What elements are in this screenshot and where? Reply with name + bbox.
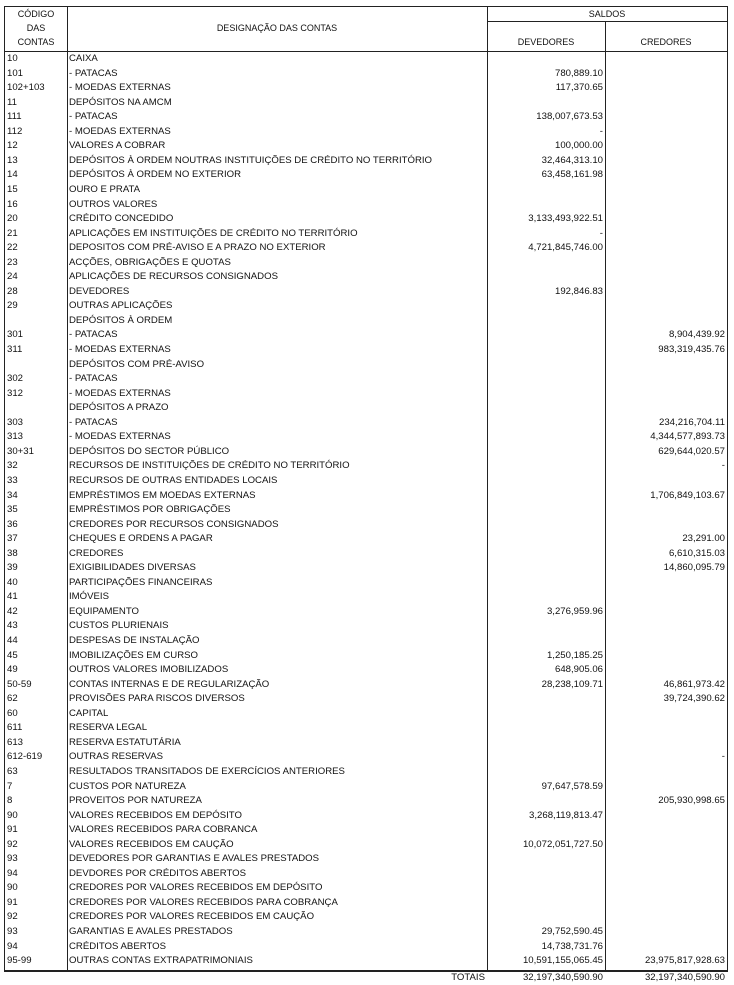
- account-code: 40: [7, 576, 18, 588]
- header-codigo-line3: CONTAS: [17, 37, 55, 47]
- debit-balance: -: [599, 227, 603, 239]
- account-code: 49: [7, 664, 18, 676]
- account-description: DEPÓSITOS NA AMCM: [69, 96, 172, 108]
- account-description: RESERVA ESTATUTÁRIA: [69, 736, 181, 748]
- account-code: 112: [7, 125, 23, 137]
- account-description: IMOBILIZAÇÕES EM CURSO: [69, 649, 199, 661]
- totals-label: TOTAIS: [451, 971, 485, 983]
- account-code: 94: [7, 940, 18, 952]
- account-description: CUSTOS PLURIENAIS: [69, 620, 169, 632]
- account-description: RECURSOS DE INSTITUIÇÕES DE CRÉDITO NO TERRITÓRIO: [69, 460, 350, 472]
- account-code: 302: [7, 373, 24, 385]
- credit-balance: 46,861,973.42: [663, 678, 725, 690]
- account-code: 34: [7, 489, 18, 501]
- account-description: IMÓVEIS: [69, 591, 109, 603]
- account-description: CREDORES: [69, 547, 124, 559]
- account-code: 45: [7, 649, 18, 661]
- account-description: CREDORES POR VALORES RECEBIDOS EM DEPÓSITO: [69, 882, 323, 894]
- account-code: 22: [7, 242, 18, 254]
- account-description: GARANTIAS E AVALES PRESTADOS: [69, 926, 233, 937]
- account-description: OUTROS VALORES: [69, 198, 158, 210]
- credit-balance: 23,291.00: [682, 533, 725, 545]
- account-description: CHEQUES E ORDENS A PAGAR: [69, 533, 213, 545]
- debit-balance: 117,370.65: [555, 82, 603, 94]
- account-code: 90: [7, 809, 18, 821]
- account-code: 28: [7, 285, 18, 297]
- account-description: RESERVA LEGAL: [69, 722, 148, 734]
- account-code: 15: [7, 183, 18, 195]
- account-description: CUSTOS POR NATUREZA: [69, 780, 186, 792]
- account-description: DEPOSITOS COM PRÉ-AVISO E A PRAZO NO EXTERIOR: [69, 242, 326, 254]
- account-code: 42: [7, 605, 18, 617]
- account-description: CRÉDITO CONCEDIDO: [69, 213, 174, 225]
- debit-balance: 3,276,959.96: [546, 605, 603, 617]
- account-description: VALORES A COBRAR: [69, 140, 166, 152]
- account-code: 90: [7, 882, 18, 894]
- header-credores: CREDORES: [640, 37, 692, 47]
- account-code: 43: [7, 620, 18, 632]
- account-code: 91: [7, 824, 18, 836]
- header-designacao: DESIGNAÇÃO DAS CONTAS: [216, 23, 338, 33]
- col-divider-saldos: [605, 21, 606, 971]
- debit-balance: 1,250,185.25: [546, 649, 603, 661]
- account-code: 32: [7, 460, 18, 472]
- account-code: 21: [7, 227, 18, 239]
- account-description: DEPÓSITOS COM PRÉ-AVISO: [69, 358, 205, 370]
- credit-balance: 1,706,849,103.67: [650, 489, 725, 501]
- credit-balance: -: [721, 460, 725, 472]
- account-code: 24: [7, 271, 18, 283]
- account-description: RECURSOS DE OUTRAS ENTIDADES LOCAIS: [69, 474, 278, 486]
- account-code: 303: [7, 416, 24, 428]
- account-code: 613: [7, 736, 24, 748]
- account-code: 95-99: [7, 955, 32, 967]
- account-description: APLICAÇÕES EM INSTITUIÇÕES DE CRÉDITO NO TERRITÓRIO: [69, 227, 358, 239]
- account-code: 20: [7, 213, 18, 225]
- debit-balance: -: [599, 125, 603, 137]
- account-description: EQUIPAMENTO: [69, 605, 140, 617]
- account-description: CAPITAL: [69, 707, 109, 719]
- header-codigo-line2: DAS: [26, 23, 46, 33]
- account-code: 13: [7, 154, 18, 166]
- account-code: 63: [7, 765, 18, 777]
- account-code: 102+103: [7, 82, 45, 94]
- account-description: DEPÓSITOS À ORDEM NOUTRAS INSTITUIÇÕES DE CRÉDITO NO TERRITÓRIO: [69, 154, 433, 166]
- credit-balance: -: [721, 751, 725, 763]
- debit-balance: 10,072,051,727.50: [522, 838, 603, 850]
- debit-balance: 138,007,673.53: [536, 111, 603, 123]
- account-code: 12: [7, 140, 18, 152]
- account-description: DEVEDORES: [69, 285, 130, 297]
- account-code: 41: [7, 591, 18, 603]
- debit-balance: 3,133,493,922.51: [528, 213, 603, 225]
- account-description: VALORES RECEBIDOS PARA COBRANCA: [69, 824, 258, 836]
- account-description: - PATACAS: [69, 111, 118, 123]
- credit-balance: 629,644,020.57: [658, 445, 725, 457]
- account-code: 311: [7, 344, 23, 355]
- account-description: PARTICIPAÇÕES FINANCEIRAS: [69, 576, 213, 588]
- account-description: OUTRAS RESERVAS: [69, 751, 164, 763]
- account-code: 92: [7, 838, 18, 850]
- account-description: - PATACAS: [69, 416, 118, 428]
- debit-balance: 32,464,313.10: [541, 154, 603, 166]
- account-code: 10: [7, 53, 18, 64]
- totals-devedores: 32,197,340,590.90: [522, 971, 603, 983]
- credit-balance: 14,860,095.79: [663, 562, 725, 574]
- debit-balance: 10,591,155,065.45: [522, 955, 603, 967]
- debit-balance: 97,647,578.59: [541, 780, 603, 792]
- account-code: 93: [7, 926, 18, 937]
- account-code: 29: [7, 300, 18, 312]
- account-code: 611: [7, 722, 23, 734]
- account-description: - MOEDAS EXTERNAS: [69, 344, 171, 355]
- account-description: PROVEITOS POR NATUREZA: [69, 795, 202, 807]
- credit-balance: 8,904,439.92: [668, 329, 725, 341]
- account-description: - PATACAS: [69, 373, 118, 385]
- account-code: 23: [7, 256, 18, 268]
- account-code: 39: [7, 562, 18, 574]
- credit-balance: 6,610,315.03: [668, 547, 725, 559]
- account-code: 313: [7, 431, 24, 443]
- header-codigo-line1: CÓDIGO: [17, 9, 55, 19]
- account-description: CREDORES POR VALORES RECEBIDOS EM CAUÇÃO: [69, 911, 315, 923]
- account-description: VALORES RECEBIDOS EM DEPÓSITO: [69, 809, 242, 821]
- account-description: EMPRÉSTIMOS POR OBRIGAÇÕES: [69, 504, 231, 516]
- account-code: 101: [7, 67, 24, 79]
- account-code: 35: [7, 504, 18, 516]
- account-description: RESULTADOS TRANSITADOS DE EXERCÍCIOS ANTERIORES: [69, 765, 345, 777]
- account-code: 33: [7, 474, 18, 486]
- account-description: CAIXA: [69, 53, 98, 64]
- account-code: 92: [7, 911, 18, 923]
- account-description: DEPÓSITOS A PRAZO: [69, 402, 169, 414]
- account-code: 62: [7, 693, 18, 705]
- account-description: - MOEDAS EXTERNAS: [69, 125, 171, 137]
- account-description: CREDORES POR RECURSOS CONSIGNADOS: [69, 518, 279, 530]
- col-divider-desc: [487, 7, 488, 971]
- debit-balance: 3,268,119,813.47: [529, 809, 603, 821]
- account-description: - MOEDAS EXTERNAS: [69, 431, 171, 443]
- credit-balance: 4,344,577,893.73: [650, 431, 725, 443]
- account-code: 38: [7, 547, 18, 559]
- header-bottom-rule: [5, 51, 727, 52]
- account-code: 8: [7, 795, 13, 807]
- credit-balance: 205,930,998.65: [658, 795, 725, 807]
- header-saldos: SALDOS: [588, 9, 626, 19]
- account-code: 14: [7, 169, 18, 181]
- account-description: DESPESAS DE INSTALAÇÃO: [69, 635, 200, 646]
- header-devedores: DEVEDORES: [517, 37, 575, 47]
- account-description: DEPÓSITOS À ORDEM NO EXTERIOR: [69, 169, 242, 181]
- credit-balance: 983,319,435.76: [658, 344, 725, 355]
- account-code: 301: [7, 329, 24, 341]
- account-description: OURO E PRATA: [69, 183, 141, 195]
- account-code: 11: [7, 96, 17, 108]
- debit-balance: 4,721,845,746.00: [528, 242, 603, 254]
- account-code: 44: [7, 635, 18, 646]
- account-description: - PATACAS: [69, 329, 118, 341]
- account-description: - MOEDAS EXTERNAS: [69, 387, 171, 399]
- account-code: 94: [7, 867, 18, 879]
- account-code: 50-59: [7, 678, 32, 690]
- account-description: OUTRAS CONTAS EXTRAPATRIMONIAIS: [69, 955, 253, 967]
- account-description: PROVISÕES PARA RISCOS DIVERSOS: [69, 693, 245, 705]
- account-code: 91: [7, 896, 18, 908]
- account-description: ACÇÕES, OBRIGAÇÕES E QUOTAS: [69, 256, 231, 268]
- totals-top-rule: [5, 970, 727, 971]
- account-description: DEVDORES POR CRÉDITOS ABERTOS: [69, 867, 246, 879]
- account-description: DEPÓSITOS À ORDEM: [69, 314, 173, 326]
- credit-balance: 23,975,817,928.63: [644, 955, 725, 967]
- account-description: APLICAÇÕES DE RECURSOS CONSIGNADOS: [69, 271, 278, 283]
- account-description: CONTAS INTERNAS E DE REGULARIZAÇÃO: [69, 678, 270, 690]
- col-divider-code: [67, 7, 68, 971]
- account-code: 16: [7, 198, 18, 210]
- account-code: 7: [7, 780, 13, 792]
- account-description: VALORES RECEBIDOS EM CAUÇÃO: [69, 838, 234, 850]
- account-code: 111: [7, 111, 22, 123]
- debit-balance: 192,846.83: [554, 285, 603, 297]
- balance-sheet-table: [4, 6, 728, 983]
- account-description: - MOEDAS EXTERNAS: [69, 82, 171, 94]
- account-code: 36: [7, 518, 18, 530]
- debit-balance: 29,752,590.45: [541, 926, 603, 937]
- account-description: DEPÓSITOS DO SECTOR PÚBLICO: [69, 445, 230, 457]
- account-code: 30+31: [7, 445, 34, 457]
- debit-balance: 648,905.06: [554, 664, 603, 676]
- debit-balance: 28,238,109.71: [541, 678, 603, 690]
- account-description: OUTRAS APLICAÇÕES: [69, 300, 173, 312]
- totals-credores: 32,197,340,590.90: [644, 971, 725, 983]
- account-description: OUTROS VALORES IMOBILIZADOS: [69, 664, 229, 676]
- account-code: 37: [7, 533, 18, 545]
- saldos-header-rule: [487, 21, 727, 22]
- account-description: DEVEDORES POR GARANTIAS E AVALES PRESTADOS: [69, 853, 320, 865]
- account-code: 312: [7, 387, 24, 399]
- account-code: 612-619: [7, 751, 43, 763]
- debit-balance: 780,889.10: [554, 67, 603, 79]
- account-code: 93: [7, 853, 18, 865]
- credit-balance: 39,724,390.62: [663, 693, 725, 705]
- debit-balance: 63,458,161.98: [541, 169, 603, 181]
- account-code: 60: [7, 707, 18, 719]
- account-description: EXIGIBILIDADES DIVERSAS: [69, 562, 196, 574]
- account-description: CRÉDITOS ABERTOS: [69, 940, 167, 952]
- credit-balance: 234,216,704.11: [659, 416, 725, 428]
- account-description: EMPRÉSTIMOS EM MOEDAS EXTERNAS: [69, 489, 256, 501]
- debit-balance: 100,000.00: [554, 140, 603, 152]
- account-description: CREDORES POR VALORES RECEBIDOS PARA COBRANÇA: [69, 896, 338, 908]
- account-description: - PATACAS: [69, 67, 118, 79]
- debit-balance: 14,738,731.76: [541, 940, 603, 952]
